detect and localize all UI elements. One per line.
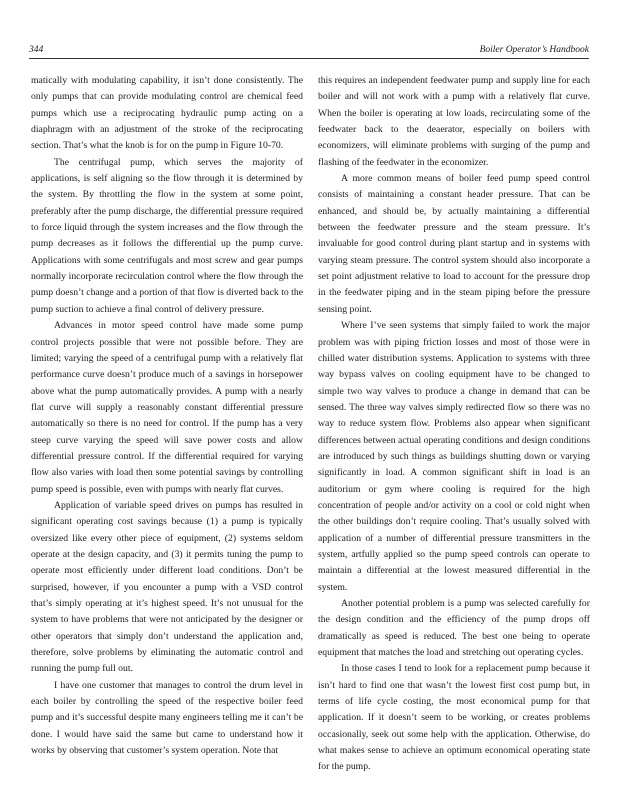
page-header bbox=[29, 44, 589, 58]
paragraph: matically with modulating capability, it isn’t done consistently. The only pumps that can provide modulating control are chemical feed pumps which use a reciprocating hydraulic pump acting on a diaphragm with an adjustment of the stroke of the reciprocating section. That’s what the knob is for on the pump in Figure 10-70. bbox=[31, 75, 303, 152]
paragraph: I have one customer that manages to control the drum level in each boiler by controlling the speed of the respective boiler feed pump and it’s successful despite many engineers telling me it can’t be done. I would have said the same but came to understand how it works by observing that customer’s system operation. Note that bbox=[31, 679, 303, 757]
paragraph: The centrifugal pump, which serves the majority of applications, is self aligning so the flow through it is determined by the system. By throttling the flow in the system at some point, preferably after the pump discharge, the differential pressure required to force liquid through the system increases and the flow through the pump decreases as it follows the differential up the pump curve. Applications with some centrifugals and most screw and gear pumps normally incorporate recirculation control where the flow through the pump doesn’t change and a portion of that flow is diverted back to the pump suction to achieve a final control of delivery pressure. bbox=[31, 156, 303, 315]
paragraph: Advances in motor speed control have made some pump control projects possible that were not possible before. They are limited; varying the speed of a centrifugal pump with a relatively flat performance curve doesn’t produce much of a savings in horsepower above what the pump automatically provides. A pump with a nearly flat curve will supply a reasonably constant differential pressure automatically so there is no need for control. If the pump has a very steep curve varying the speed will save power costs and allow differential pressure control. If the differential required for varying flow also varies with load then some potential savings by controlling pump speed is possible, even with pumps with nearly flat curves. bbox=[31, 320, 303, 495]
page-number: 344 bbox=[29, 45, 44, 55]
left-column bbox=[31, 73, 303, 759]
paragraph: Where I’ve seen systems that simply failed to work the major problem was with piping friction losses and most of those were in chilled water distribution systems. Application to systems with three way bypass valves on cooling equipment have to be changed to simple two way valves to produce a change in demand that can be sensed. The three way valves simply redirected flow so there was no way to reduce system flow. Problems also appear when significant differences between actual operating conditions and design conditions are introduced by such things as buildings shutting down or varying significantly in load. A common significant shift in load is an auditorium or gym where cooling is required for the high concentration of people and/or activity on a cool or cold night when the other buildings don’t require cooling. That’s usually solved with application of a number of differential pressure transmitters in the system, artfully applied so the pump speed controls can operate to maintain a differential at the lowest measured differential in the system. bbox=[318, 320, 590, 593]
right-column bbox=[318, 73, 590, 776]
paragraph: Application of variable speed drives on pumps has resulted in significant operating cost savings because (1) a pump is typically oversized like every other piece of equipment, (2) systems seldom operate at the design capacity, and (3) it permits tuning the pump to operate most efficiently under different load conditions. Don’t be surprised, however, if you encounter a pump with a VSD control that’s simply operating at it’s highest speed. It’s not unusual for the system to have problems that were not anticipated by the designer or other operators that simply don’t understand the application and, therefore, solve problems by eliminating the automatic control and running the pump full out. bbox=[31, 499, 303, 675]
paragraph: Another potential problem is a pump was selected carefully for the design condition and the efficiency of the pump drops off dramatically as speed is reduced. The best one being to operate equipment that matches the load and stretching out operating cycles. bbox=[318, 598, 590, 659]
paragraph: this requires an independent feedwater pump and supply line for each boiler and will not work with a pump with a relatively flat curve. When the boiler is operating at low loads, recirculating some of the feedwater back to the deaerator, especially on boilers with economizers, will eliminate problems with surging of the pump and flashing of the feedwater in the economizer. bbox=[318, 75, 590, 168]
paragraph: In those cases I tend to look for a replacement pump because it isn’t hard to find one that wasn’t the lowest first cost pump but, in terms of life cycle costing, the most economical pump for that application. If it doesn’t seem to be working, or creates problems occasionally, seek out some help with the application. Otherwise, do what makes sense to achieve an optimum economical operating state for the pump. bbox=[318, 663, 590, 773]
paragraph: A more common means of boiler feed pump speed control consists of maintaining a constant header pressure. That can be enhanced, and should be, by actually maintaining a differential between the feedwater pressure and the steam pressure. It’s invaluable for good control during plant startup and in systems with varying steam pressure. The control system should also incorporate a set point adjustment relative to load to account for the pressure drop in the feedwater piping and in the steam piping before the pressure sensing point. bbox=[318, 173, 590, 315]
running-title: Boiler Operator’s Handbook bbox=[479, 45, 589, 55]
header-rule bbox=[29, 58, 589, 59]
